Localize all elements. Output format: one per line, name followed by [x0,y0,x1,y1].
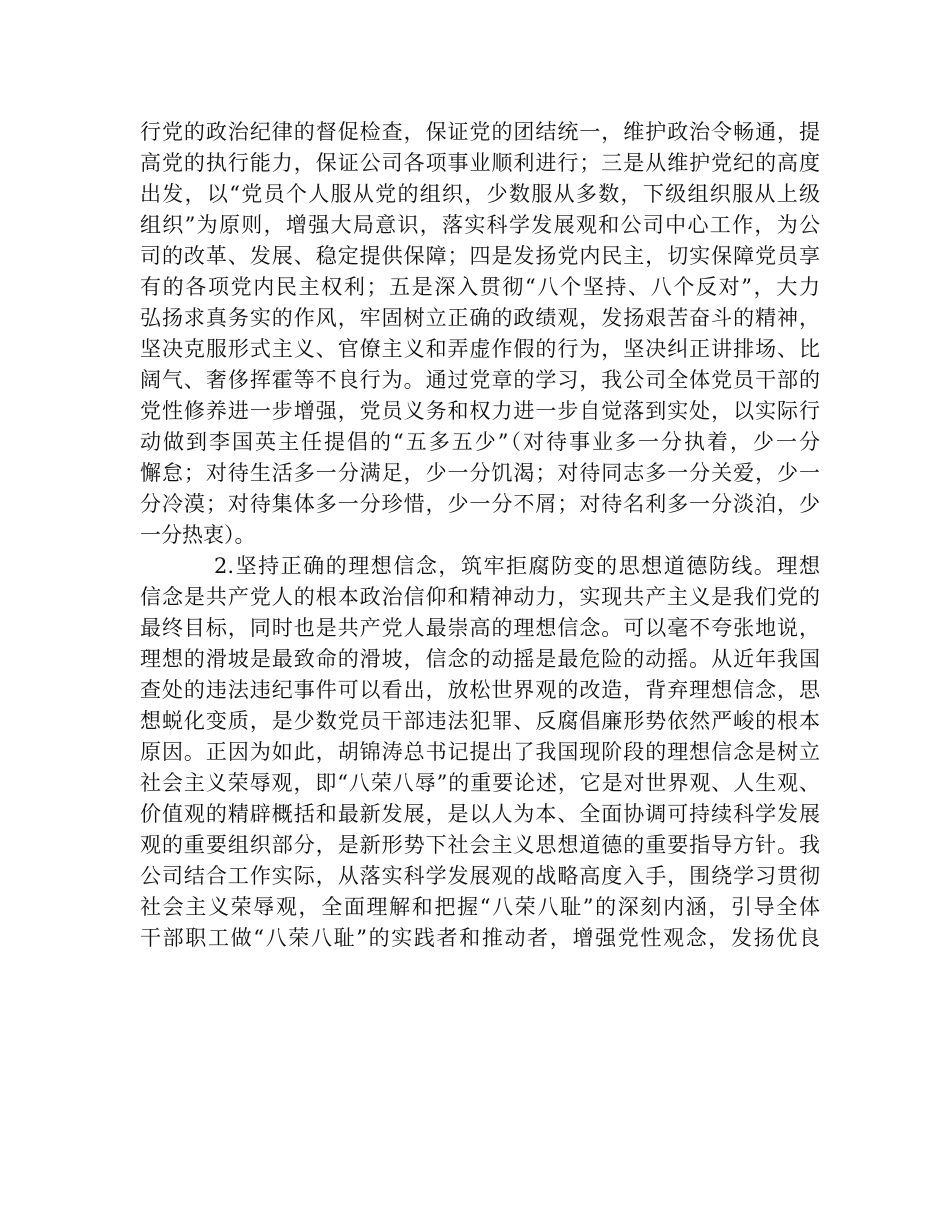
text-line: 党性修养进一步增强，党员义务和权力进一步自觉落到实处，以实际行 [140,399,820,423]
text-line: 理想的滑坡是最致命的滑坡，信念的动摇是最危险的动摇。从近年我国 [140,647,820,671]
text-line: 观的重要组织部分，是新形势下社会主义思想道德的重要指导方针。我 [140,833,820,857]
text-line: 动做到李国英主任提倡的“五多五少”（对待事业多一分执着，少一分 [140,430,820,454]
body-text [140,117,820,954]
text-line: 懈怠；对待生活多一分满足，少一分饥渴；对待同志多一分关爱，少一 [140,461,820,485]
paragraph-2 [140,551,820,954]
text-line: 弘扬求真务实的作风，牢固树立正确的政绩观，发扬艰苦奋斗的精神， [140,306,820,330]
text-line: 行党的政治纪律的督促检查，保证党的团结统一，维护政治令畅通，提 [140,120,820,144]
text-line: 一分热衷）。 [140,523,256,547]
text-line: 信念是共产党人的根本政治信仰和精神动力，实现共产主义是我们党的 [140,585,820,609]
text-line: 组织”为原则，增强大局意识，落实科学发展观和公司中心工作，为公 [140,213,820,237]
text-line: 公司结合工作实际，从落实科学发展观的战略高度入手，围绕学习贯彻 [140,864,820,888]
text-line: 干部职工做“八荣八耻”的实践者和推动者，增强党性观念，发扬优良 [140,926,820,950]
text-line: 分冷漠；对待集体多一分珍惜，少一分不屑；对待名利多一分淡泊，少 [140,492,820,516]
text-line: 坚决克服形式主义、官僚主义和弄虚作假的行为，坚决纠正讲排场、比 [140,337,820,361]
text-line: 查处的违法违纪事件可以看出，放松世界观的改造，背弃理想信念，思 [140,678,820,702]
text-line: 最终目标，同时也是共产党人最崇高的理想信念。可以毫不夸张地说， [140,616,820,640]
text-line: 出发，以“党员个人服从党的组织，少数服从多数，下级组织服从上级 [140,182,820,206]
paragraph-1 [140,117,820,551]
text-line: 司的改革、发展、稳定提供保障；四是发扬党内民主，切实保障党员享 [140,244,820,268]
section-heading-line: 2.坚持正确的理想信念，筑牢拒腐防变的思想道德防线。理想 [214,554,820,578]
text-line: 有的各项党内民主权利；五是深入贯彻“八个坚持、八个反对”，大力 [140,275,820,299]
text-line: 原因。正因为如此，胡锦涛总书记提出了我国现阶段的理想信念是树立 [140,740,820,764]
text-line: 阔气、奢侈挥霍等不良行为。通过党章的学习，我公司全体党员干部的 [140,368,820,392]
text-line: 想蜕化变质，是少数党员干部违法犯罪、反腐倡廉形势依然严峻的根本 [140,709,820,733]
text-line: 高党的执行能力，保证公司各项事业顺利进行；三是从维护党纪的高度 [140,151,820,175]
text-line: 社会主义荣辱观，全面理解和把握“八荣八耻”的深刻内涵，引导全体 [140,895,820,919]
text-line: 价值观的精辟概括和最新发展，是以人为本、全面协调可持续科学发展 [140,802,820,826]
text-line: 社会主义荣辱观，即“八荣八辱”的重要论述，它是对世界观、人生观、 [140,771,820,795]
